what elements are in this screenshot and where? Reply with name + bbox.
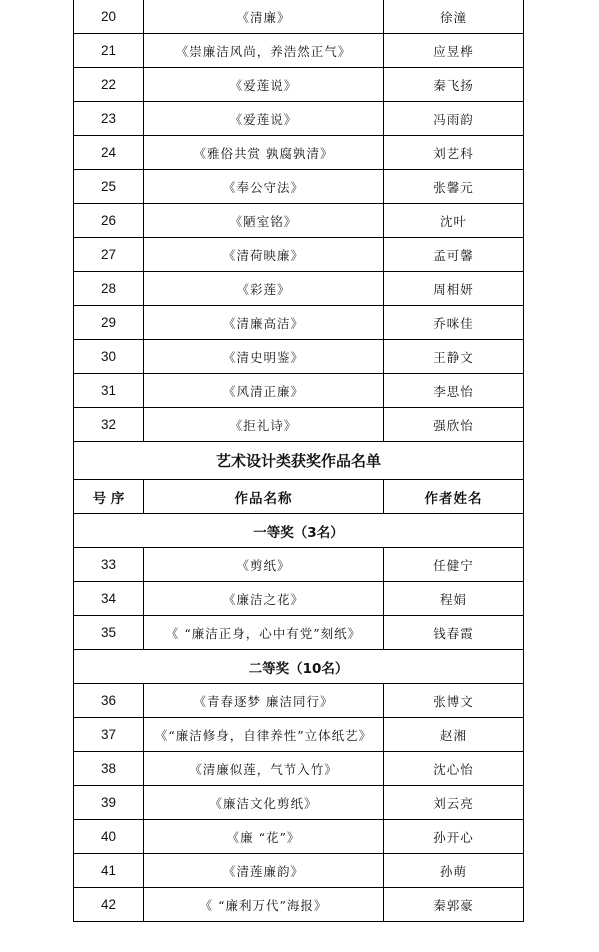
row-title: 《剪纸》 <box>144 548 384 581</box>
table-row <box>74 306 523 340</box>
table-row <box>74 68 523 102</box>
table-row <box>74 548 523 582</box>
table-row <box>74 786 523 820</box>
row-number: 26 <box>74 204 144 237</box>
row-author: 强欣怡 <box>433 417 474 433</box>
table-row <box>74 854 523 888</box>
row-title: 《廉洁之花》 <box>144 582 384 615</box>
row-author: 刘云亮 <box>433 795 474 811</box>
row-number: 34 <box>74 582 144 615</box>
table-row <box>74 718 523 752</box>
row-author: 孟可馨 <box>433 247 474 263</box>
table-section-part1 <box>74 0 523 442</box>
row-author: 应昱桦 <box>433 43 474 59</box>
row-author: 乔咪佳 <box>433 315 474 331</box>
row-number: 40 <box>74 820 144 853</box>
table-row <box>74 170 523 204</box>
row-number: 28 <box>74 272 144 305</box>
row-number: 31 <box>74 374 144 407</box>
row-title: 《爱莲说》 <box>144 102 384 135</box>
row-author: 刘艺科 <box>433 145 474 161</box>
row-title: 《拒礼诗》 <box>144 408 384 441</box>
row-number: 41 <box>74 854 144 887</box>
row-number: 23 <box>74 102 144 135</box>
row-title: 《廉洁文化剪纸》 <box>144 786 384 819</box>
table-row <box>74 238 523 272</box>
row-author: 孙开心 <box>433 829 474 845</box>
row-number: 24 <box>74 136 144 169</box>
section-title: 艺术设计类获奖作品名单 <box>215 452 381 470</box>
row-number: 21 <box>74 34 144 67</box>
table-row <box>74 820 523 854</box>
row-title: 《陋室铭》 <box>144 204 384 237</box>
row-author: 秦飞扬 <box>433 77 474 93</box>
table-section-second <box>74 684 523 922</box>
row-number: 33 <box>74 548 144 581</box>
row-number: 30 <box>74 340 144 373</box>
row-number: 37 <box>74 718 144 751</box>
header-number: 号 序 <box>74 480 144 513</box>
row-title: 《 “廉洁正身，心中有党”刻纸》 <box>144 616 384 649</box>
table-row <box>74 374 523 408</box>
row-title: 《“廉洁修身，自律养性”立体纸艺》 <box>144 718 384 751</box>
prize-first-row <box>74 514 523 548</box>
table-section-first <box>74 548 523 650</box>
row-title: 《青春逐梦 廉洁同行》 <box>144 684 384 717</box>
row-number: 22 <box>74 68 144 101</box>
row-author: 孙萌 <box>439 863 467 879</box>
row-author: 冯雨韵 <box>433 111 474 127</box>
row-title: 《清廉》 <box>144 0 384 33</box>
row-title: 《彩莲》 <box>144 272 384 305</box>
table-row <box>74 34 523 68</box>
table-row <box>74 582 523 616</box>
table-header-row <box>74 480 523 514</box>
row-title: 《 “廉利万代”海报》 <box>144 888 384 921</box>
row-author: 张馨元 <box>433 179 474 195</box>
row-number: 20 <box>74 0 144 33</box>
prize-first-label: 一等奖（3名） <box>253 524 344 541</box>
row-author: 张博文 <box>433 693 474 709</box>
table-row <box>74 340 523 374</box>
row-number: 32 <box>74 408 144 441</box>
prize-second-label: 二等奖（10名） <box>248 660 349 677</box>
row-title: 《崇廉洁风尚，养浩然正气》 <box>144 34 384 67</box>
table-row <box>74 204 523 238</box>
table-row <box>74 888 523 922</box>
row-author: 李思怡 <box>433 383 474 399</box>
row-title: 《风清正廉》 <box>144 374 384 407</box>
row-number: 36 <box>74 684 144 717</box>
row-title: 《清莲廉韵》 <box>144 854 384 887</box>
header-author: 作者姓名 <box>424 490 483 507</box>
table-row <box>74 752 523 786</box>
table-row <box>74 408 523 442</box>
row-title: 《清廉高洁》 <box>144 306 384 339</box>
row-number: 27 <box>74 238 144 271</box>
section-title-row <box>74 442 523 480</box>
row-number: 25 <box>74 170 144 203</box>
row-author: 徐潼 <box>439 9 467 25</box>
table-row <box>74 136 523 170</box>
row-author: 钱春霞 <box>433 625 474 641</box>
awards-table <box>73 0 524 922</box>
table-row <box>74 0 523 34</box>
row-title: 《爱莲说》 <box>144 68 384 101</box>
row-title: 《清史明鉴》 <box>144 340 384 373</box>
prize-second-row <box>74 650 523 684</box>
row-number: 39 <box>74 786 144 819</box>
row-title: 《雅俗共赏 孰腐孰清》 <box>144 136 384 169</box>
row-number: 29 <box>74 306 144 339</box>
row-author: 沈叶 <box>439 213 467 229</box>
table-row <box>74 272 523 306</box>
header-title: 作品名称 <box>144 480 384 513</box>
table-row <box>74 616 523 650</box>
row-title: 《清廉似莲，气节入竹》 <box>144 752 384 785</box>
row-number: 35 <box>74 616 144 649</box>
row-title: 《清荷映廉》 <box>144 238 384 271</box>
row-author: 王静文 <box>433 349 474 365</box>
row-title: 《奉公守法》 <box>144 170 384 203</box>
row-number: 38 <box>74 752 144 785</box>
row-author: 秦郭豪 <box>433 897 474 913</box>
row-author: 周相妍 <box>433 281 474 297</box>
row-author: 沈心怡 <box>433 761 474 777</box>
table-row <box>74 684 523 718</box>
row-title: 《廉 “花”》 <box>144 820 384 853</box>
row-number: 42 <box>74 888 144 921</box>
table-row <box>74 102 523 136</box>
row-author: 任健宁 <box>433 557 474 573</box>
row-author: 程娟 <box>439 591 467 607</box>
row-author: 赵湘 <box>439 727 467 743</box>
